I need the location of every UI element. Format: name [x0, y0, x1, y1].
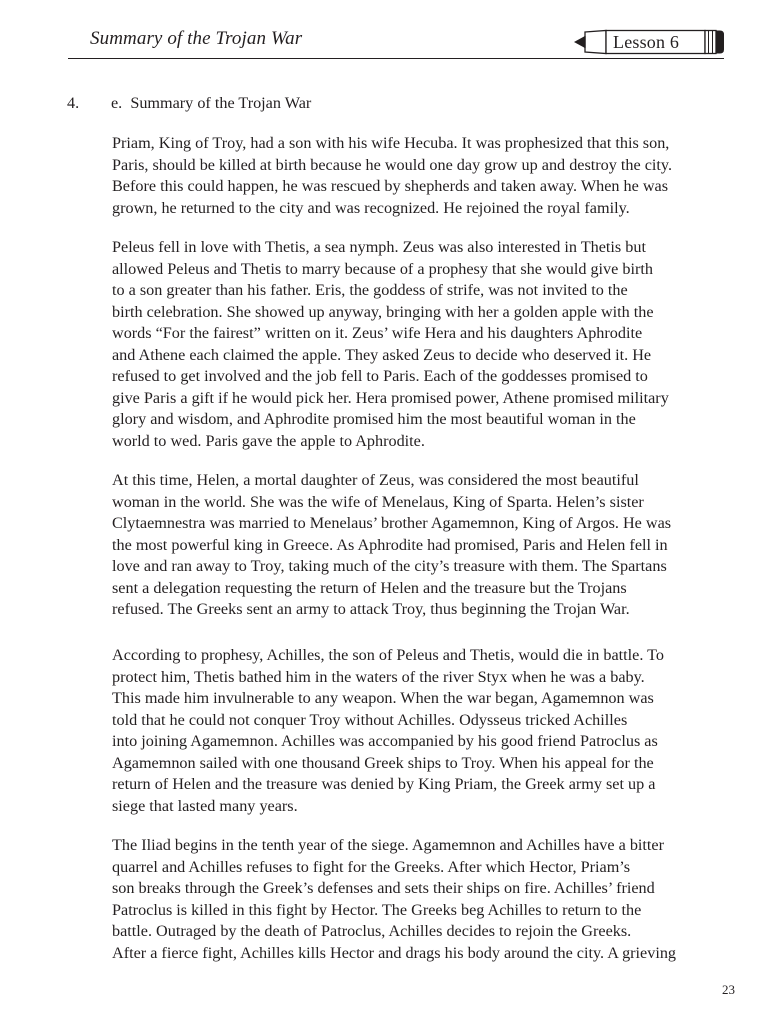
text-line: battle. Outraged by the death of Patroclus, Achilles decides to rejoin the Greeks. — [112, 922, 632, 940]
text-line: Clytaemnestra was married to Menelaus’ brother Agamemnon, King of Argos. He was — [112, 514, 672, 532]
paragraph-5 — [112, 835, 732, 964]
text-line: woman in the world. She was the wife of Menelaus, King of Sparta. Helen’s sister — [112, 492, 644, 511]
text-line: After a fierce fight, Achilles kills Hector and drags his body around the city. A grieving — [112, 943, 677, 962]
text-line: to a son greater than his father. Eris, the goddess of strife, was not invited to the — [112, 281, 628, 299]
text-line: refused. The Greeks sent an army to attack Troy, thus beginning the Trojan War. — [112, 600, 630, 618]
text-line: the most powerful king in Greece. As Aphrodite had promised, Paris and Helen fell in — [112, 535, 668, 554]
text-line: into joining Agamemnon. Achilles was accompanied by his good friend Patroclus as — [112, 732, 658, 750]
text-line: son breaks through the Greek’s defenses and sets their ships on fire. Achilles’ friend — [112, 879, 655, 897]
text-line: siege that lasted many years. — [112, 796, 298, 815]
text-line: At this time, Helen, a mortal daughter of Zeus, was considered the most beautiful — [112, 471, 639, 489]
text-line: Agamemnon sailed with one thousand Greek ships to Troy. When his appeal for the — [112, 753, 654, 772]
header-divider — [68, 58, 724, 59]
text-line: The Iliad begins in the tenth year of the siege. Agamemnon and Achilles have a bitter — [112, 836, 665, 854]
text-line: This made him invulnerable to any weapon. When the war began, Agamemnon was — [112, 689, 654, 707]
paragraph-4 — [112, 645, 732, 817]
text-line: sent a delegation requesting the return of Helen and the treasure but the Trojans — [112, 578, 627, 597]
text-line: love and ran away to Troy, taking much of the city’s treasure with them. The Spartans — [112, 557, 667, 575]
section-letter: e. — [111, 94, 123, 112]
section-heading-text: Summary of the Trojan War — [130, 94, 312, 112]
section-number: 4. — [67, 94, 80, 112]
page-number: 23 — [722, 982, 735, 997]
text-line: birth celebration. She showed up anyway, bringing with her a golden apple with the — [112, 302, 654, 321]
text-line: grown, he returned to the city and was recognized. He rejoined the royal family. — [112, 198, 630, 217]
text-line: allowed Peleus and Thetis to marry because of a prophesy that she would give birth — [112, 259, 653, 278]
paragraph-2 — [112, 237, 732, 452]
text-line: words “For the fairest” written on it. Zeus’ wife Hera and his daughters Aphrodite — [112, 324, 643, 342]
text-line: quarrel and Achilles refuses to fight for the Greeks. After which Hector, Priam’s — [112, 857, 631, 876]
section-heading — [67, 93, 311, 113]
text-line: protect him, Thetis bathed him in the waters of the river Styx when he was a baby. — [112, 667, 645, 686]
text-line: According to prophesy, Achilles, the son of Peleus and Thetis, would die in battle. To — [112, 646, 665, 664]
paragraph-1 — [112, 133, 732, 219]
text-line: told that he could not conquer Troy without Achilles. Odysseus tricked Achilles — [112, 710, 628, 729]
header-title: Summary of the Trojan War — [90, 28, 303, 49]
text-line: Priam, King of Troy, had a son with his wife Hecuba. It was prophesized that this son, — [112, 134, 670, 152]
text-line: give Paris a gift if he would pick her. Hera promised power, Athene promised military — [112, 388, 669, 407]
text-line: refused to get involved and the job fell to Paris. Each of the goddesses promised to — [112, 367, 648, 385]
text-line: and Athene each claimed the apple. They asked Zeus to decide who deserved it. He — [112, 345, 652, 364]
lesson-label: Lesson 6 — [613, 32, 680, 52]
text-line: Before this could happen, he was rescued by shepherds and taken away. When he was — [112, 177, 669, 195]
text-line: Patroclus is killed in this fight by Hector. The Greeks beg Achilles to return to the — [112, 900, 642, 919]
lesson-pencil-badge — [573, 29, 725, 55]
text-line: Paris, should be killed at birth because he would one day grow up and destroy the city. — [112, 155, 672, 174]
text-line: return of Helen and the treasure was denied by King Priam, the Greek army set up a — [112, 775, 656, 793]
text-line: Peleus fell in love with Thetis, a sea nymph. Zeus was also interested in Thetis but — [112, 238, 646, 256]
text-line: glory and wisdom, and Aphrodite promised him the most beautiful woman in the — [112, 410, 636, 428]
text-line: world to wed. Paris gave the apple to Aphrodite. — [112, 431, 425, 450]
paragraph-3 — [112, 470, 732, 621]
